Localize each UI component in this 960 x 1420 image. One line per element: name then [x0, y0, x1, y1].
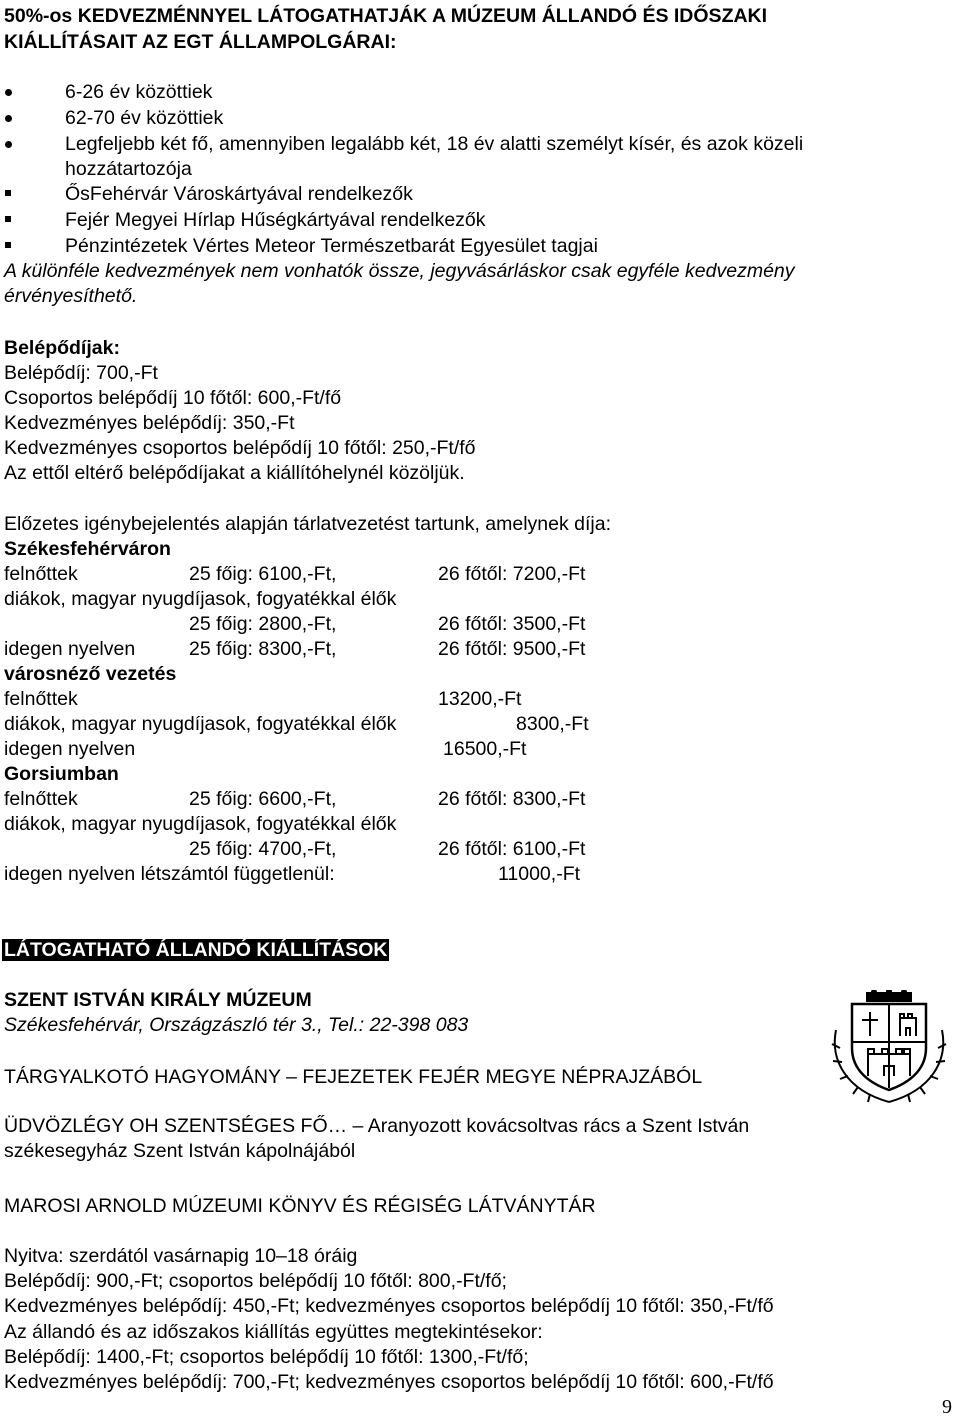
bullet-dot [5, 89, 12, 96]
tours-intro: Előzetes igénybejelentés alapján tárlatvezetést tartunk, amelynek díja: [4, 513, 612, 535]
list-item: 6-26 év közöttiek [65, 81, 213, 103]
price-value: 13200,-Ft [438, 688, 522, 710]
price-large-group: 26 főtől: 6100,-Ft [438, 838, 586, 860]
price-value: 16500,-Ft [443, 738, 527, 760]
list-item: Fejér Megyei Hírlap Hűségkártyával rendelkezők [65, 209, 486, 231]
info-line: Az állandó és az időszakos kiállítás együttes megtekintésekor: [4, 1321, 543, 1343]
info-line: Nyitva: szerdától vasárnapig 10–18 óráig [4, 1245, 358, 1267]
discount-note-line2: érvényesíthető. [4, 285, 138, 307]
fee-line: Belépődíj: 700,-Ft [4, 362, 158, 384]
price-label: diákok, magyar nyugdíjasok, fogyatékkal élők [4, 588, 397, 610]
info-line: Kedvezményes belépődíj: 700,-Ft; kedvezményes csoportos belépődíj 10 főtől: 600,-Ft/fő [4, 1371, 774, 1393]
info-line: Belépődíj: 1400,-Ft; csoportos belépődíj 10 főtől: 1300,-Ft/fő; [4, 1346, 529, 1368]
price-value: 8300,-Ft [516, 713, 589, 735]
info-line: Belépődíj: 900,-Ft; csoportos belépődíj 10 főtől: 800,-Ft/fő; [4, 1270, 507, 1292]
price-label: felnőttek [4, 688, 78, 710]
price-value: 11000,-Ft [498, 863, 581, 885]
fee-line: Kedvezményes csoportos belépődíj 10 főtől: 250,-Ft/fő [4, 437, 476, 459]
exhibits-heading [2, 938, 389, 963]
price-label: diákok, magyar nyugdíjasok, fogyatékkal élők [4, 713, 397, 735]
discount-heading-line2: KIÁLLÍTÁSAIT AZ EGT ÁLLAMPOLGÁRAI: [4, 31, 397, 53]
list-item: Pénzintézetek Vértes Meteor Természetbarát Egyesület tagjai [65, 235, 598, 257]
price-label: felnőttek [4, 788, 78, 810]
price-label: idegen nyelven [4, 738, 136, 760]
list-item: 62-70 év közöttiek [65, 107, 224, 129]
discount-note-line1: A különféle kedvezmények nem vonhatók össze, jegyvásárláskor csak egyféle kedvezmény [4, 260, 795, 282]
info-line: Kedvezményes belépődíj: 450,-Ft; kedvezményes csoportos belépődíj 10 főtől: 350,-Ft/fő [4, 1295, 774, 1317]
price-large-group: 26 főtől: 9500,-Ft [438, 638, 586, 660]
page-number: 9 [942, 1396, 952, 1418]
fees-heading: Belépődíjak: [4, 337, 120, 359]
bullet-dot [5, 115, 12, 122]
museum-title: SZENT ISTVÁN KIRÁLY MÚZEUM [4, 989, 312, 1011]
bullet-dot [5, 141, 12, 148]
discount-heading-line1: 50%-os KEDVEZMÉNNYEL LÁTOGATHATJÁK A MÚZEUM ÁLLANDÓ ÉS IDŐSZAKI [4, 5, 768, 27]
fee-line: Csoportos belépődíj 10 főtől: 600,-Ft/fő [4, 387, 342, 409]
price-small-group: 25 főig: 2800,-Ft, [189, 613, 337, 635]
exhibit-title: MAROSI ARNOLD MÚZEUMI KÖNYV ÉS RÉGISÉG LÁTVÁNYTÁR [4, 1195, 596, 1217]
price-large-group: 26 főtől: 3500,-Ft [438, 613, 586, 635]
list-item: ŐsFehérvár Városkártyával rendelkezők [65, 183, 413, 205]
list-item-continuation: hozzátartozója [65, 158, 192, 180]
tours-gorsium-heading: Gorsiumban [4, 763, 119, 785]
exhibit-title: TÁRGYALKOTÓ HAGYOMÁNY – FEJEZETEK FEJÉR MEGYE NÉPRAJZÁBÓL [4, 1066, 703, 1088]
price-label: idegen nyelven létszámtól függetlenül: [4, 863, 335, 885]
price-label: felnőttek [4, 563, 78, 585]
price-small-group: 25 főig: 6100,-Ft, [189, 563, 337, 585]
price-label: idegen nyelven [4, 638, 136, 660]
exhibit-title: ÜDVÖZLÉGY OH SZENTSÉGES FŐ… – Aranyozott kovácsoltvas rács a Szent István [4, 1115, 750, 1137]
tours-city-heading: városnéző vezetés [4, 663, 177, 685]
price-small-group: 25 főig: 8300,-Ft, [189, 638, 337, 660]
tours-szfv-heading: Székesfehérváron [4, 538, 171, 560]
city-coat-of-arms-icon [826, 990, 952, 1108]
bullet-square [5, 216, 11, 222]
bullet-square [5, 242, 11, 248]
museum-address: Székesfehérvár, Országzászló tér 3., Tel.: 22-398 083 [4, 1014, 469, 1036]
fee-line: Az ettől eltérő belépődíjakat a kiállítóhelynél közöljük. [4, 462, 465, 484]
price-large-group: 26 főtől: 8300,-Ft [438, 788, 586, 810]
price-large-group: 26 főtől: 7200,-Ft [438, 563, 586, 585]
price-small-group: 25 főig: 6600,-Ft, [189, 788, 337, 810]
bullet-square [5, 190, 11, 196]
exhibits-heading-text: LÁTOGATHATÓ ÁLLANDÓ KIÁLLÍTÁSOK [4, 939, 388, 961]
list-item: Legfeljebb két fő, amennyiben legalább két, 18 év alatti személyt kísér, és azok közeli [65, 133, 804, 155]
fee-line: Kedvezményes belépődíj: 350,-Ft [4, 412, 295, 434]
exhibit-title-continuation: székesegyház Szent István kápolnájából [4, 1140, 356, 1162]
price-small-group: 25 főig: 4700,-Ft, [189, 838, 337, 860]
price-label: diákok, magyar nyugdíjasok, fogyatékkal élők [4, 813, 397, 835]
